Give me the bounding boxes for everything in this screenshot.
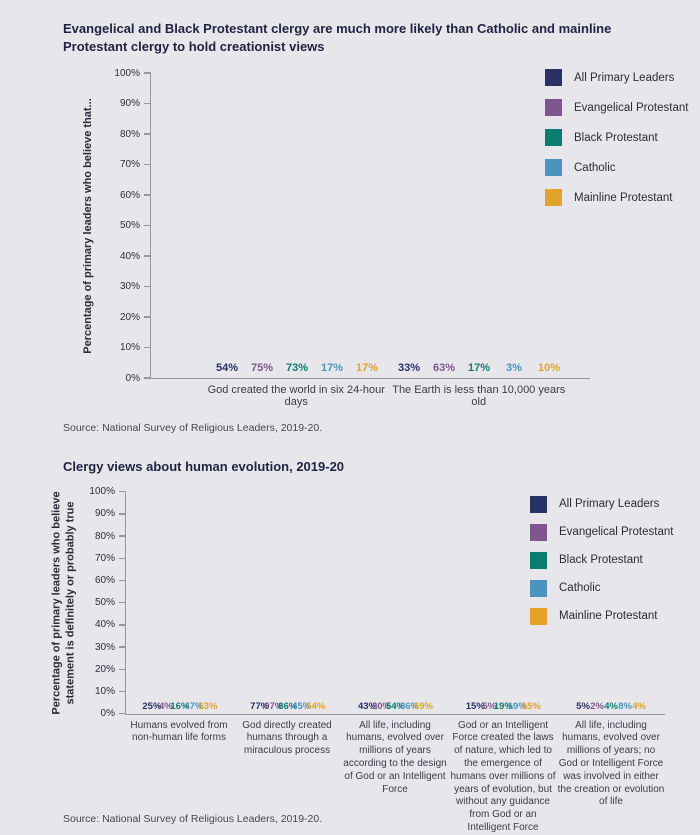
bar-value-label: 54% xyxy=(385,700,405,712)
legend-color-swatch xyxy=(530,524,547,541)
x-category-label-text: All life, including humans, evolved over millions of years; no God or Intelligent Force was involved in either the creation or evolution of life xyxy=(557,719,665,808)
x-axis-labels xyxy=(125,720,665,835)
y-tick-label: 0% xyxy=(100,708,115,720)
y-axis-tick xyxy=(96,188,151,202)
bar-value-label: 5% xyxy=(576,700,590,712)
legend-color-swatch xyxy=(545,69,562,86)
y-tick-mark xyxy=(119,535,126,537)
y-tick-mark xyxy=(144,286,151,288)
y-tick-mark xyxy=(144,133,151,135)
y-axis-tick xyxy=(96,310,151,324)
y-axis-tick xyxy=(71,507,126,521)
legend-color-swatch xyxy=(545,129,562,146)
x-category-label xyxy=(449,720,557,835)
legend-label: All Primary Leaders xyxy=(559,498,660,511)
y-tick-label: 20% xyxy=(94,663,115,675)
page xyxy=(0,20,700,834)
x-category-label-text: God or an Intelligent Force created the laws of nature, which led to the emergence of humans over millions of years of evolution, but without any guidance from God or an Intelligent Force xyxy=(450,719,556,834)
legend xyxy=(545,69,688,219)
y-tick-label: 100% xyxy=(114,67,140,79)
legend-item xyxy=(530,608,673,625)
bar-value-label: 63% xyxy=(432,362,456,375)
bar-value-label: 86% xyxy=(278,700,298,712)
y-tick-mark xyxy=(144,316,151,318)
y-tick-label: 50% xyxy=(119,220,140,232)
bar-value-label: 33% xyxy=(397,362,421,375)
y-tick-mark xyxy=(119,646,126,648)
legend-item xyxy=(545,129,688,146)
x-category-label-text: The Earth is less than 10,000 years old xyxy=(392,384,566,409)
x-category-label xyxy=(125,720,233,835)
bar-value-label: 4% xyxy=(632,700,646,712)
y-tick-mark xyxy=(144,72,151,74)
y-tick-label: 90% xyxy=(119,98,140,110)
legend-color-swatch xyxy=(530,608,547,625)
y-tick-mark xyxy=(119,713,126,715)
bar-value-label: 45% xyxy=(292,700,312,712)
y-axis-tick xyxy=(71,573,126,587)
y-tick-mark xyxy=(144,194,151,196)
y-axis-tick xyxy=(71,684,126,698)
bar-value-label: 3% xyxy=(506,362,522,375)
evolution-chart xyxy=(43,486,700,835)
y-tick-mark xyxy=(119,558,126,560)
source-note: Source: National Survey of Religious Leaders, 2019-20. xyxy=(63,422,323,435)
legend-label: Mainline Protestant xyxy=(559,610,658,623)
x-category-label-text: God directly created humans through a miraculous process xyxy=(242,719,332,757)
y-tick-label: 60% xyxy=(94,574,115,586)
creationism-chart xyxy=(68,67,700,409)
legend-item xyxy=(530,580,673,597)
y-tick-mark xyxy=(144,255,151,257)
bar-groups xyxy=(151,73,590,378)
x-category-label xyxy=(233,720,341,835)
bar-value-label: 86% xyxy=(399,700,419,712)
bar-value-label: 17% xyxy=(355,362,379,375)
legend-label: Black Protestant xyxy=(559,554,643,567)
y-tick-mark xyxy=(144,377,151,379)
bar-value-label: 77% xyxy=(250,700,270,712)
legend-color-swatch xyxy=(545,159,562,176)
y-axis-tick xyxy=(71,596,126,610)
legend-item xyxy=(545,99,688,116)
bar-value-label: 5% xyxy=(482,700,497,712)
y-tick-mark xyxy=(119,491,126,493)
y-axis-tick xyxy=(71,529,126,543)
y-tick-label: 50% xyxy=(94,597,115,609)
bar-value-label: 19% xyxy=(493,700,513,712)
x-category-label-text: Humans evolved from non-human life forms xyxy=(130,719,228,744)
y-tick-mark xyxy=(119,669,126,671)
legend-label: Catholic xyxy=(559,582,601,595)
plot-area xyxy=(114,67,590,384)
y-axis-tick xyxy=(96,341,151,355)
legend-item xyxy=(545,69,688,86)
legend-label: Mainline Protestant xyxy=(574,191,673,204)
y-tick-label: 0% xyxy=(125,372,140,384)
chart1-title: Evangelical and Black Protestant clergy are much more likely than Catholic and mainline Protestant clergy to hold creationist views xyxy=(63,21,612,54)
bar-value-label: 17% xyxy=(467,362,491,375)
bar-value-label: 4% xyxy=(604,700,618,712)
x-category-label xyxy=(557,720,665,835)
y-axis-tick xyxy=(71,707,126,721)
x-category-label xyxy=(388,384,571,408)
y-axis-tick xyxy=(96,127,151,141)
bar-value-label: 17% xyxy=(320,362,344,375)
y-tick-label: 40% xyxy=(119,250,140,262)
legend-color-swatch xyxy=(530,580,547,597)
y-axis-title: Percentage of primary leaders who believe that... xyxy=(82,98,95,354)
x-category-label xyxy=(205,384,388,408)
legend-item xyxy=(545,159,688,176)
bar-value-label: 4% xyxy=(159,700,173,712)
x-axis-labels xyxy=(150,384,590,408)
y-tick-mark xyxy=(119,602,126,604)
bar-value-label: 8% xyxy=(618,700,632,712)
legend-label: Evangelical Protestant xyxy=(574,101,689,114)
y-tick-mark xyxy=(144,164,151,166)
bar-value-label: 54% xyxy=(215,362,239,375)
y-axis-title: Percentage of primary leaders who believe statement is definitely or probably true xyxy=(50,491,76,715)
bar-value-label: 16% xyxy=(170,700,190,712)
y-axis-tick xyxy=(96,280,151,294)
y-tick-label: 10% xyxy=(94,685,115,697)
y-axis-tick xyxy=(96,249,151,263)
legend-label: All Primary Leaders xyxy=(574,71,675,84)
bar-value-label: 19% xyxy=(507,700,527,712)
y-axis-tick xyxy=(96,158,151,172)
y-tick-label: 70% xyxy=(119,159,140,171)
bar-value-label: 43% xyxy=(357,700,377,712)
bar-value-label: 73% xyxy=(285,362,309,375)
y-axis-tick xyxy=(96,219,151,233)
legend-item xyxy=(545,189,688,206)
y-axis-tick xyxy=(96,66,151,80)
y-axis-tick xyxy=(71,618,126,632)
chart2-title: Clergy views about human evolution, 2019-20 xyxy=(63,459,345,475)
bar-value-label: 53% xyxy=(198,700,218,712)
y-tick-label: 80% xyxy=(119,128,140,140)
legend-item xyxy=(530,552,673,569)
legend-item xyxy=(530,524,673,541)
legend-color-swatch xyxy=(545,99,562,116)
bar-value-label: 54% xyxy=(306,700,326,712)
y-axis-tick xyxy=(96,371,151,385)
legend-label: Evangelical Protestant xyxy=(559,526,674,539)
y-tick-label: 70% xyxy=(94,552,115,564)
legend-label: Black Protestant xyxy=(574,131,658,144)
legend-color-swatch xyxy=(530,496,547,513)
y-tick-label: 30% xyxy=(94,641,115,653)
plot-column xyxy=(114,67,590,409)
y-tick-label: 30% xyxy=(119,281,140,293)
y-tick-mark xyxy=(119,580,126,582)
bar-value-label: 20% xyxy=(371,700,391,712)
y-axis-tick xyxy=(71,662,126,676)
y-axis-tick xyxy=(71,640,126,654)
y-tick-mark xyxy=(144,103,151,105)
y-tick-label: 10% xyxy=(119,342,140,354)
bar-value-label: 15% xyxy=(521,700,541,712)
bar-value-label: 10% xyxy=(537,362,561,375)
y-tick-mark xyxy=(119,513,126,515)
y-tick-label: 80% xyxy=(94,530,115,542)
y-tick-label: 60% xyxy=(119,189,140,201)
legend-label: Catholic xyxy=(574,161,616,174)
bar-value-label: 59% xyxy=(413,700,433,712)
bar-value-label: 47% xyxy=(184,700,204,712)
y-tick-mark xyxy=(144,347,151,349)
bar-value-label: 75% xyxy=(250,362,274,375)
x-category-label xyxy=(341,720,449,835)
y-tick-mark xyxy=(119,624,126,626)
y-tick-mark xyxy=(119,691,126,693)
legend-color-swatch xyxy=(530,552,547,569)
y-axis-tick xyxy=(96,97,151,111)
legend-item xyxy=(530,496,673,513)
y-tick-label: 90% xyxy=(94,508,115,520)
y-tick-label: 100% xyxy=(89,486,115,498)
bar-value-label: 25% xyxy=(142,700,162,712)
legend-color-swatch xyxy=(545,189,562,206)
y-axis-tick xyxy=(71,551,126,565)
bar-value-label: 97% xyxy=(264,700,284,712)
bar-value-label: 2% xyxy=(590,700,604,712)
y-tick-label: 20% xyxy=(119,311,140,323)
x-category-label-text: All life, including humans, evolved over millions of years according to the design of God or an Intelligent Force xyxy=(343,719,447,795)
bar-value-label: 15% xyxy=(465,700,485,712)
y-tick-mark xyxy=(144,225,151,227)
legend xyxy=(530,496,673,636)
x-category-label-text: God created the world in six 24-hour days xyxy=(207,384,385,409)
source-note: Source: National Survey of Religious Leaders, 2019-20. xyxy=(63,812,323,825)
y-axis-tick xyxy=(71,485,126,499)
y-tick-label: 40% xyxy=(94,619,115,631)
